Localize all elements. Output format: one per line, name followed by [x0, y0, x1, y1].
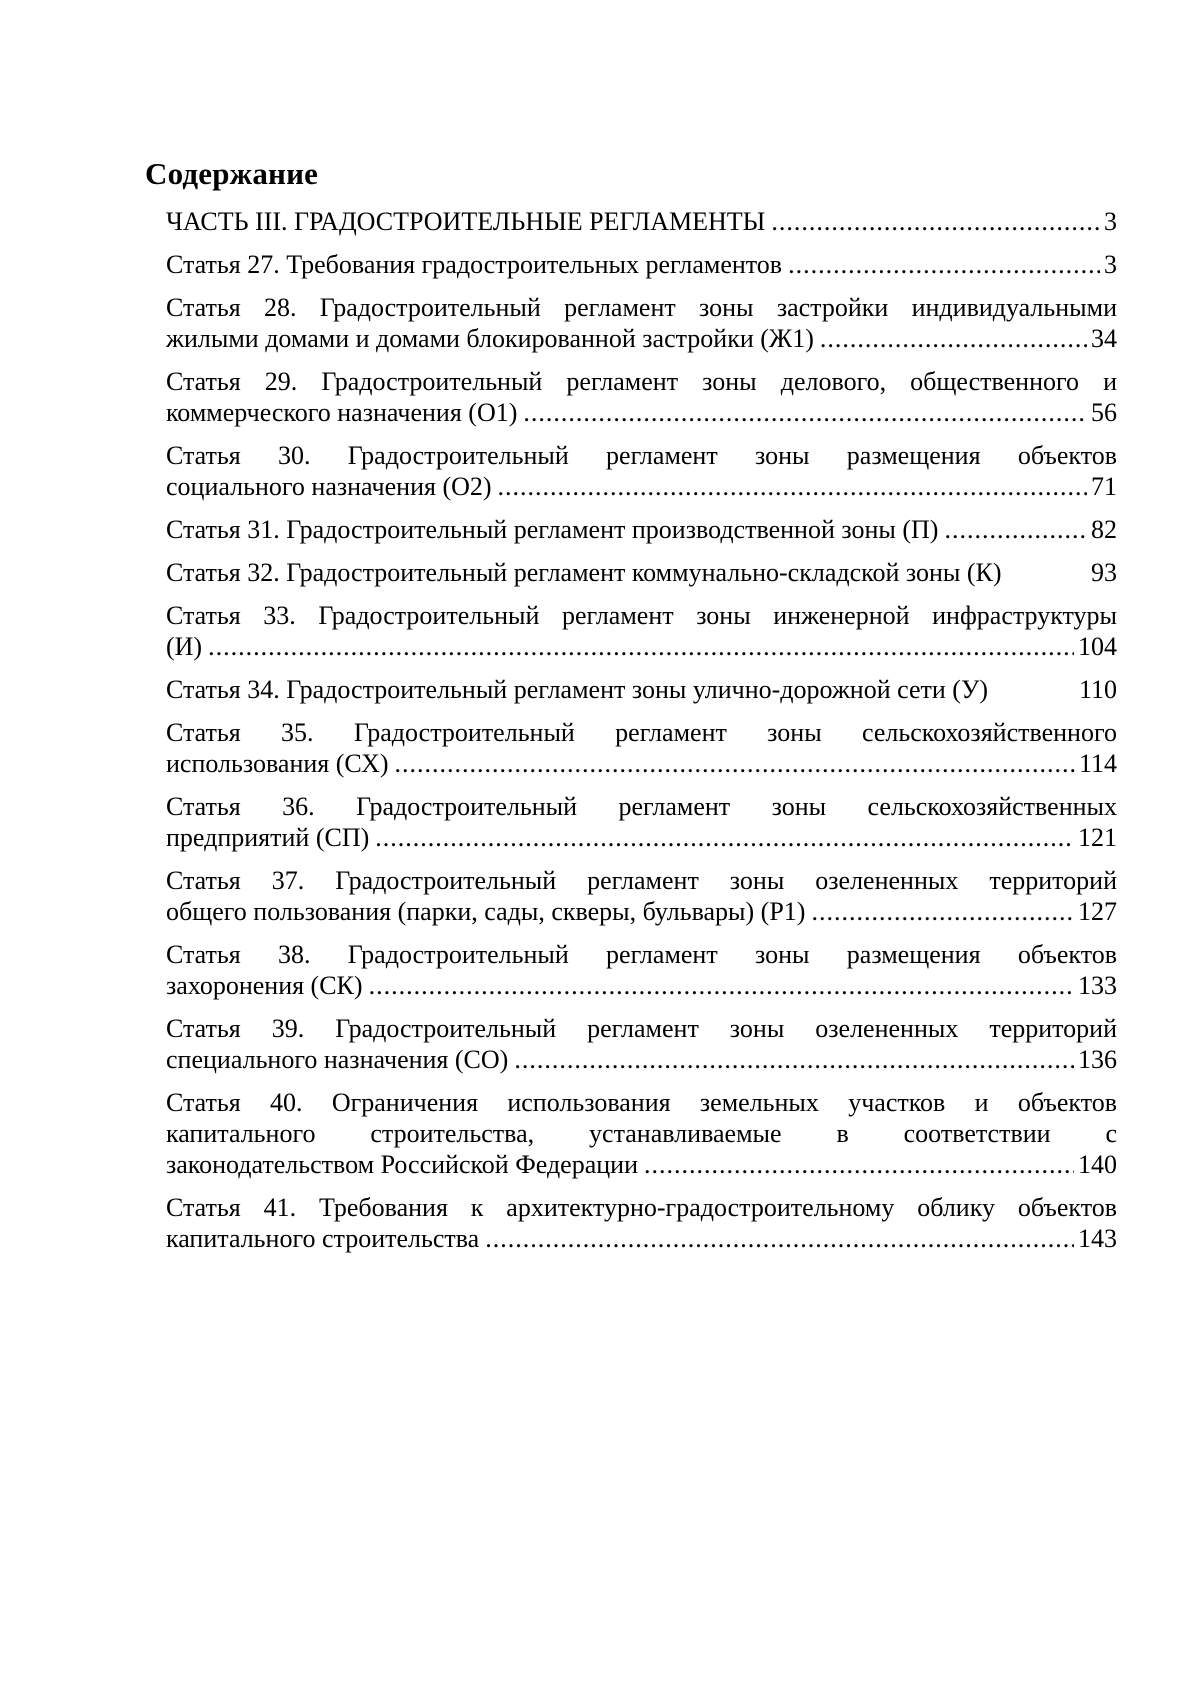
dot-leader — [485, 1223, 1074, 1254]
toc-entry-line: Статья 31. Градостроительный регламент производственной зоны (П) — [166, 515, 939, 544]
toc-page-number: 34 — [1091, 324, 1117, 353]
toc-entry-last-line — [166, 1223, 1117, 1254]
toc-entry[interactable] — [166, 366, 1117, 428]
toc-entry-line: Статья 33. Градостроительный регламент зоны инженерной инфраструктуры — [166, 601, 1117, 630]
dot-leader — [514, 1044, 1074, 1075]
dot-leader — [395, 748, 1075, 779]
toc-page-number: 143 — [1078, 1224, 1117, 1253]
toc-entry-line: Статья 38. Градостроительный регламент зоны размещения объектов — [166, 940, 1117, 969]
toc-entry-line: социального назначения (О2) — [166, 472, 492, 501]
toc-entry-last-line — [166, 323, 1117, 354]
toc-entry-line: предприятий (СП) — [166, 823, 370, 852]
toc-entry-last-line — [166, 970, 1117, 1001]
dot-leader — [820, 323, 1087, 354]
toc-entry-line: капитального строительства, устанавливаемые в соответствии с — [166, 1119, 1117, 1148]
toc-entry-last-line — [166, 471, 1117, 502]
toc-entry-line: Статья 37. Градостроительный регламент зоны озелененных территорий — [166, 866, 1117, 895]
toc-entry[interactable] — [166, 1013, 1117, 1075]
toc-entry[interactable] — [166, 865, 1117, 927]
toc-entry[interactable] — [166, 1192, 1117, 1254]
toc-entry-line: использования (СХ) — [166, 749, 389, 778]
dot-leader — [771, 206, 1100, 237]
toc-page-number: 133 — [1078, 971, 1117, 1000]
toc-entry-line: Статья 34. Градостроительный регламент зоны улично-дорожной сети (У) — [166, 675, 989, 704]
toc-entry-line: специального назначения (СО) — [166, 1045, 509, 1074]
toc-entry[interactable] — [166, 939, 1117, 1001]
dot-leader — [788, 249, 1100, 280]
toc-entry[interactable] — [166, 292, 1117, 354]
toc-entry-line: ЧАСТЬ III. ГРАДОСТРОИТЕЛЬНЫЕ РЕГЛАМЕНТЫ — [166, 207, 766, 236]
toc-entry[interactable] — [166, 717, 1117, 779]
toc-entry[interactable] — [166, 206, 1117, 237]
toc-entry-last-line — [166, 748, 1117, 779]
toc-entry-line: захоронения (СК) — [166, 971, 363, 1000]
toc-page-number: 56 — [1091, 398, 1117, 427]
toc-page-number: 127 — [1078, 897, 1117, 926]
toc-entry[interactable] — [166, 791, 1117, 853]
toc-entry-line: законодательством Российской Федерации — [166, 1150, 638, 1179]
toc-entry-line: Статья 29. Градостроительный регламент зоны делового, общественного и — [166, 367, 1117, 396]
toc-entry-line: коммерческого назначения (О1) — [166, 398, 518, 427]
toc-entry-line: Статья 32. Градостроительный регламент коммунально-складской зоны (К) — [166, 558, 1002, 587]
toc-entry-line: Статья 35. Градостроительный регламент зоны сельскохозяйственного — [166, 718, 1117, 747]
toc-entry-line: Статья 27. Требования градостроительных регламентов — [166, 250, 783, 279]
toc-entry[interactable] — [166, 249, 1117, 280]
toc-entry-last-line — [166, 557, 1117, 588]
toc-page-number: 121 — [1078, 823, 1117, 852]
toc-page-number: 3 — [1104, 250, 1117, 279]
toc-entry-last-line — [166, 397, 1117, 428]
toc-page-number: 71 — [1091, 472, 1117, 501]
toc-entry-line: Статья 36. Градостроительный регламент зоны сельскохозяйственных — [166, 792, 1117, 821]
toc-entry-line: Статья 39. Градостроительный регламент зоны озелененных территорий — [166, 1014, 1117, 1043]
dot-leader — [644, 1149, 1074, 1180]
toc-entry[interactable] — [166, 514, 1117, 545]
toc-entry-line: общего пользования (парки, сады, скверы, бульвары) (Р1) — [166, 897, 806, 926]
dot-leader — [369, 970, 1074, 1001]
toc-entry-line: Статья 41. Требования к архитектурно-градостроительному облику объектов — [166, 1193, 1117, 1222]
dot-leader — [811, 896, 1074, 927]
toc-entry[interactable] — [166, 674, 1117, 705]
toc-entry-last-line — [166, 822, 1117, 853]
toc-page-number: 104 — [1078, 632, 1117, 661]
dot-leader — [498, 471, 1087, 502]
toc-page-number: 136 — [1078, 1045, 1117, 1074]
dot-leader — [944, 514, 1087, 545]
toc-entry-last-line — [166, 249, 1117, 280]
toc-entry[interactable] — [166, 1087, 1117, 1180]
toc-entry[interactable] — [166, 440, 1117, 502]
toc-page-number: 140 — [1078, 1150, 1117, 1179]
toc-title: Содержание — [145, 156, 319, 191]
toc-entry-line: (И) — [166, 632, 203, 661]
toc-page-number: 82 — [1091, 515, 1117, 544]
toc-page-number: 110 — [1078, 675, 1117, 704]
toc-entry-last-line — [166, 896, 1117, 927]
toc-entry-line: Статья 30. Градостроительный регламент зоны размещения объектов — [166, 441, 1117, 470]
toc-entry-last-line — [166, 206, 1117, 237]
toc-page-number: 114 — [1078, 749, 1117, 778]
toc-entry-line: Статья 40. Ограничения использования земельных участков и объектов — [166, 1088, 1117, 1117]
dot-leader — [523, 397, 1087, 428]
toc-entry-last-line — [166, 1044, 1117, 1075]
toc-page-number: 3 — [1104, 207, 1117, 236]
dot-leader — [375, 822, 1074, 853]
table-of-contents — [166, 206, 1117, 1266]
toc-entry-last-line — [166, 674, 1117, 705]
dot-leader — [208, 631, 1074, 662]
toc-entry-last-line — [166, 1149, 1117, 1180]
toc-entry[interactable] — [166, 600, 1117, 662]
toc-entry-last-line — [166, 631, 1117, 662]
toc-entry[interactable] — [166, 557, 1117, 588]
toc-entry-last-line — [166, 514, 1117, 545]
toc-entry-line: Статья 28. Градостроительный регламент зоны застройки индивидуальными — [166, 293, 1117, 322]
toc-entry-line: жилыми домами и домами блокированной застройки (Ж1) — [166, 324, 814, 353]
toc-entry-line: капитального строительства — [166, 1224, 480, 1253]
toc-page-number: 93 — [1091, 558, 1117, 587]
